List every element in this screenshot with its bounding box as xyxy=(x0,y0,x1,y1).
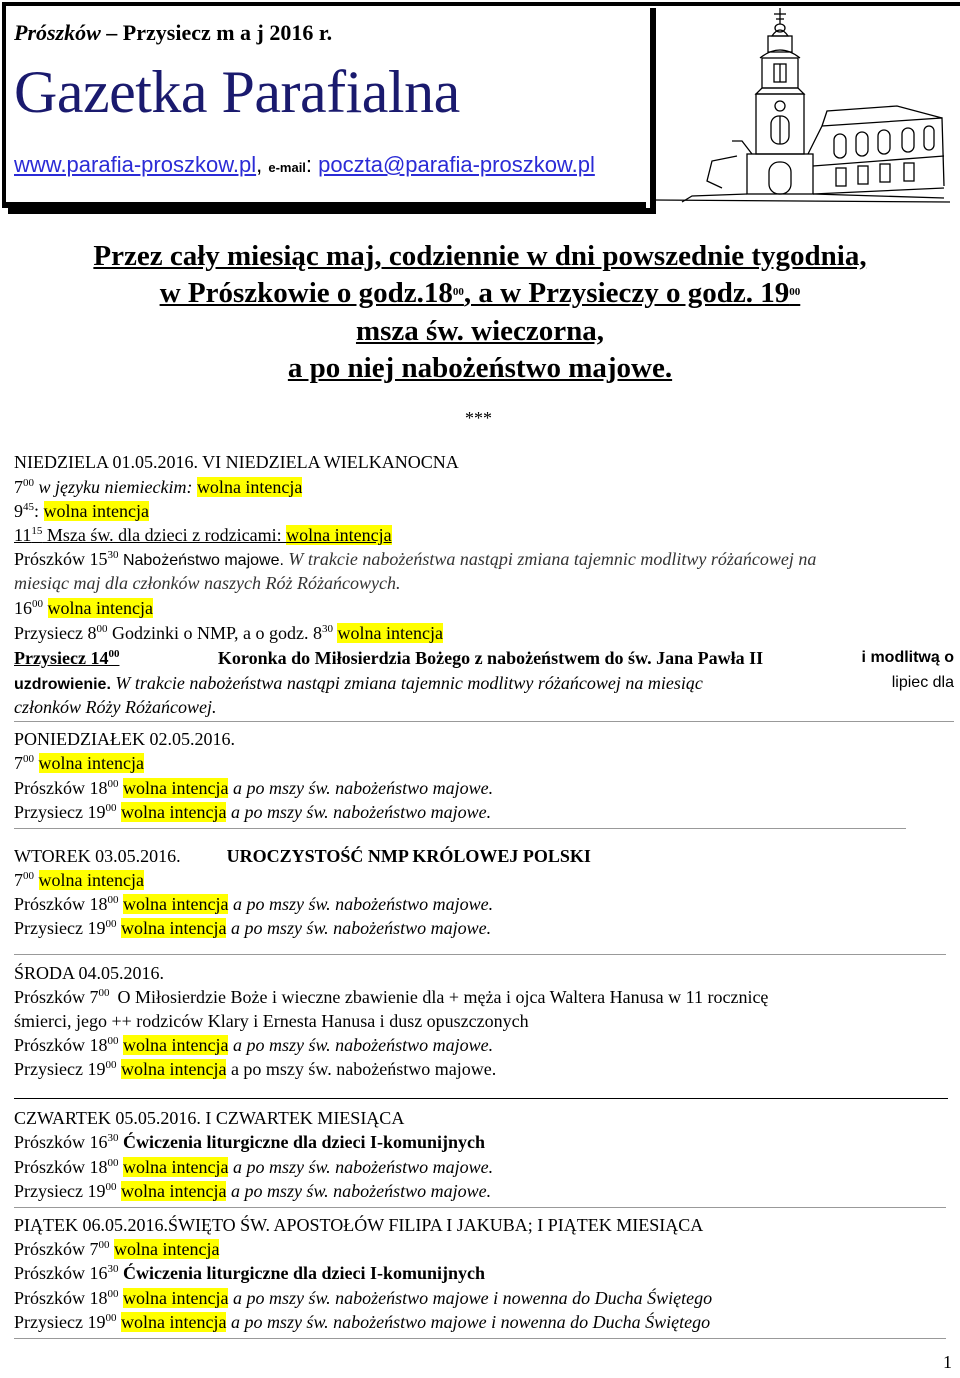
email-link[interactable]: poczta@parafia-proszkow.pl xyxy=(318,152,595,177)
sunday-note-2: uzdrowienie. W trakcie nabożeństwa nastąpi zmiana tajemnic modlitwy różańcowej na miesiąc lipiec dla xyxy=(14,673,954,693)
sunday-heading: NIEDZIELA 01.05.2016. VI NIEDZIELA WIELKANOCNA xyxy=(14,452,459,472)
sunday-mass-7: $7^{00}$ w języku niemieckim: wolna intencja xyxy=(14,477,303,497)
thursday-proszkow-1630: Prószków $16^{30}$ Ćwiczenia liturgiczne dla dzieci I-komunijnych xyxy=(14,1132,485,1152)
separator-stars: *** xyxy=(465,408,492,428)
monday-heading: PONIEDZIAŁEK 02.05.2016. xyxy=(14,729,235,749)
wednesday-proszkow-18: Prószków $18^{00}$ wolna intencja a po mszy św. nabożeństwo majowe. xyxy=(14,1035,494,1055)
email-label: e-mail xyxy=(268,160,306,175)
thursday-przysiecz-19: Przysiecz $19^{00}$ wolna intencja a po mszy św. nabożeństwo majowe. xyxy=(14,1181,492,1201)
friday-proszkow-18: Prószków $18^{00}$ wolna intencja a po mszy św. nabożeństwo majowe i nowenna do Ducha Świętego xyxy=(14,1288,713,1308)
monday-proszkow-18: Prószków $18^{00}$ wolna intencja a po mszy św. nabożeństwo majowe. xyxy=(14,778,494,798)
divider xyxy=(14,954,946,955)
newsletter-title: Gazetka Parafialna xyxy=(14,59,460,125)
page-number: 1 xyxy=(943,1352,952,1372)
banner-line-3: msza św. wieczorna, xyxy=(355,315,605,347)
friday-proszkow-7: Prószków $7^{00}$ wolna intencja xyxy=(14,1239,220,1259)
wednesday-proszkow-7: Prószków $7^{00}$ O Miłosierdzie Boże i wieczne zbawienie dla + męża i ojca Waltera Hanusa w 11 rocznicę xyxy=(14,987,769,1007)
divider xyxy=(14,1338,946,1339)
divider xyxy=(14,828,906,829)
divider xyxy=(14,1098,948,1099)
monday-mass-7: $7^{00}$ wolna intencja xyxy=(14,753,144,773)
sunday-mass-945: $9^{45}$: wolna intencja xyxy=(14,501,149,521)
tuesday-heading: WTOREK 03.05.2016. UROCZYSTOŚĆ NMP KRÓLOWEJ POLSKI xyxy=(14,846,591,866)
tuesday-mass-7: $7^{00}$ wolna intencja xyxy=(14,870,144,890)
website-link[interactable]: www.parafia-proszkow.pl xyxy=(14,152,257,177)
banner-line-1: Przez cały miesiąc maj, codziennie w dni powszednie tygodnia, xyxy=(93,240,867,272)
sunday-mass-1115: $11^{15}$ Msza św. dla dzieci z rodzicami: wolna intencja xyxy=(14,525,392,545)
sunday-przysiecz-8: Przysiecz $8^{00}$ Godzinki o NMP, a o godz. $8^{30}$ wolna intencja xyxy=(14,623,443,643)
monday-przysiecz-19: Przysiecz $19^{00}$ wolna intencja a po mszy św. nabożeństwo majowe. xyxy=(14,802,492,822)
divider xyxy=(14,1207,946,1208)
tuesday-proszkow-18: Prószków $18^{00}$ wolna intencja a po mszy św. nabożeństwo majowe. xyxy=(14,894,494,914)
banner-line-2: w Prószkowie o $godz.18^{00}$, a w Przysieczy o godz. $19^{00}$ xyxy=(159,277,801,309)
header-place-date: Prószków – Przysiecz m a j 2016 r. xyxy=(14,20,333,45)
thursday-heading: CZWARTEK 05.05.2016. I CZWARTEK MIESIĄCA xyxy=(14,1108,405,1128)
sunday-mass-16: $16^{00}$ wolna intencja xyxy=(14,598,153,618)
sunday-note-2-cont: członków Róży Różańcowej. xyxy=(14,697,217,717)
thursday-proszkow-18: Prószków $18^{00}$ wolna intencja a po mszy św. nabożeństwo majowe. xyxy=(14,1157,494,1177)
friday-proszkow-1630: Prószków $16^{30}$ Ćwiczenia liturgiczne dla dzieci I-komunijnych xyxy=(14,1263,485,1283)
friday-przysiecz-19: Przysiecz $19^{00}$ wolna intencja a po mszy św. nabożeństwo majowe i nowenna do Ducha Świętego xyxy=(14,1312,711,1332)
sunday-przysiecz-14: Przysiecz $14^{00}$ Koronka do Miłosierdzia Bożego z nabożeństwem do św. Jana Pawła II i modlitwą o xyxy=(14,648,954,668)
wednesday-przysiecz-19: Przysiecz $19^{00}$ wolna intencja a po mszy św. nabożeństwo majowe. xyxy=(14,1059,497,1079)
sunday-note-cont: miesiąc maj dla członków naszych Róż Różańcowych. xyxy=(14,573,401,593)
church-illustration xyxy=(652,6,952,206)
banner-line-4: a po niej nabożeństwo majowe. xyxy=(287,352,673,384)
tuesday-przysiecz-19: Przysiecz $19^{00}$ wolna intencja a po mszy św. nabożeństwo majowe. xyxy=(14,918,492,938)
wednesday-heading: ŚRODA 04.05.2016. xyxy=(14,963,165,983)
divider xyxy=(14,721,954,722)
sunday-proszkow-1530: Prószków $15^{30}$ Nabożeństwo majowe. W trakcie nabożeństwa nastąpi zmiana tajemnic modlitwy różańcowej na xyxy=(14,549,817,569)
header-links: www.parafia-proszkow.pl, e-mail: poczta@parafia-proszkow.pl xyxy=(14,152,595,177)
wednesday-intention-cont: śmierci, jego ++ rodziców Klary i Ernesta Hanusa i dusz opuszczonych xyxy=(14,1011,529,1031)
header-frame-bottom xyxy=(2,202,646,208)
friday-heading: PIĄTEK 06.05.2016.ŚWIĘTO ŚW. APOSTOŁÓW FILIPA I JAKUBA; I PIĄTEK MIESIĄCA xyxy=(14,1215,704,1235)
